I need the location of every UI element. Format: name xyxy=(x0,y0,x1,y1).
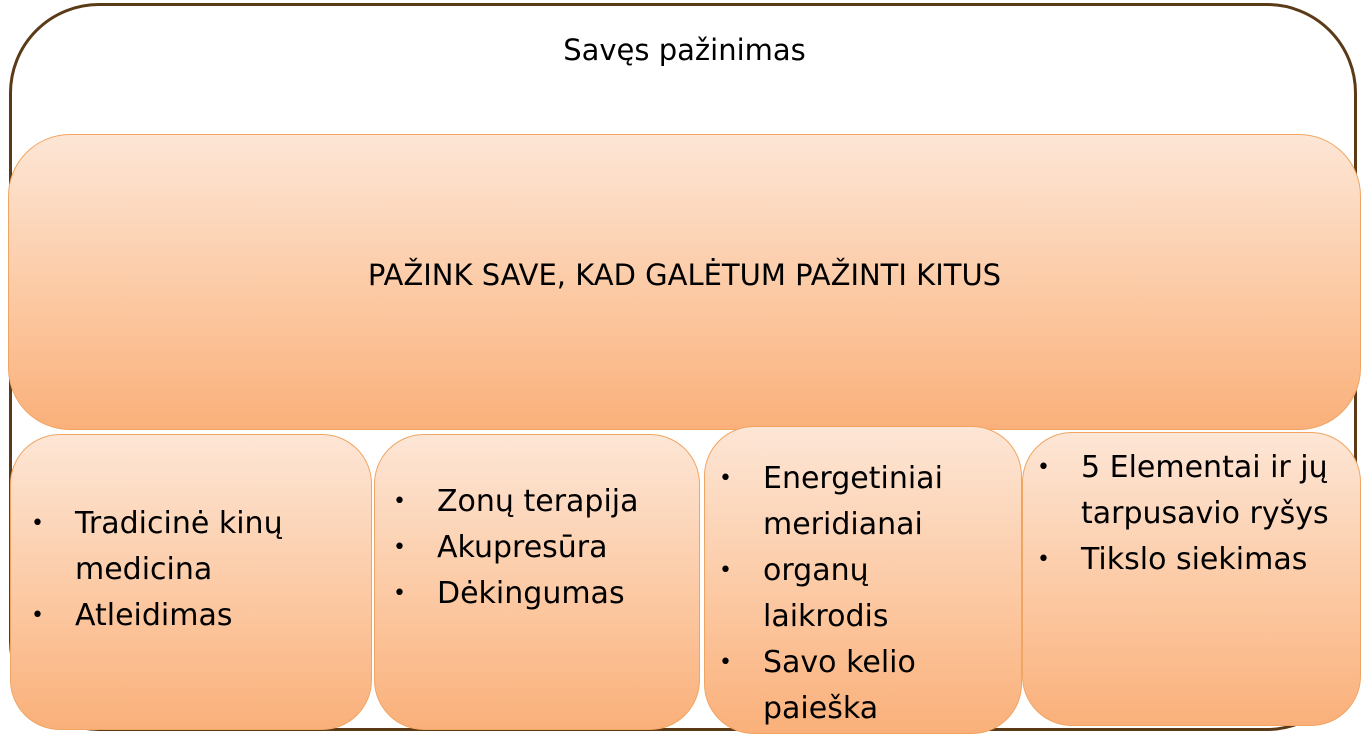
topic-list-2 xyxy=(385,479,639,617)
topic-list-1 xyxy=(23,501,283,639)
topic-box-4 xyxy=(1022,432,1361,726)
list-item-text: 5 Elementai ir jų tarpusavio ryšys xyxy=(1081,450,1329,531)
list-item xyxy=(385,571,639,617)
topic-list-4 xyxy=(1029,445,1329,583)
list-item-text: Atleidimas xyxy=(75,598,233,633)
list-item xyxy=(711,456,943,548)
list-item xyxy=(23,593,283,639)
list-item-text: Savo kelio paieška xyxy=(763,645,916,726)
topic-box-1 xyxy=(10,434,372,730)
list-item xyxy=(23,501,283,593)
list-item-text: Energetiniai meridianai xyxy=(763,461,943,542)
list-item xyxy=(1029,445,1329,537)
list-item xyxy=(385,479,639,525)
list-item xyxy=(385,525,639,571)
list-item-text: Akupresūra xyxy=(437,530,608,565)
list-item xyxy=(711,548,943,640)
list-item-text: Tradicinė kinų medicina xyxy=(75,506,283,587)
list-item-text: organų laikrodis xyxy=(763,553,889,634)
topic-box-2 xyxy=(374,434,700,730)
list-item xyxy=(711,640,943,732)
banner-text: PAŽINK SAVE, KAD GALĖTUM PAŽINTI KITUS xyxy=(367,258,1002,292)
list-item xyxy=(1029,537,1329,583)
list-item-text: Zonų terapija xyxy=(437,484,639,519)
list-item-text: Tikslo siekimas xyxy=(1081,542,1308,577)
topic-box-3 xyxy=(704,426,1022,734)
topic-list-3 xyxy=(711,456,943,732)
banner-box xyxy=(8,134,1361,430)
diagram-title: Savęs pažinimas xyxy=(563,33,806,67)
list-item-text: Dėkingumas xyxy=(437,576,625,611)
